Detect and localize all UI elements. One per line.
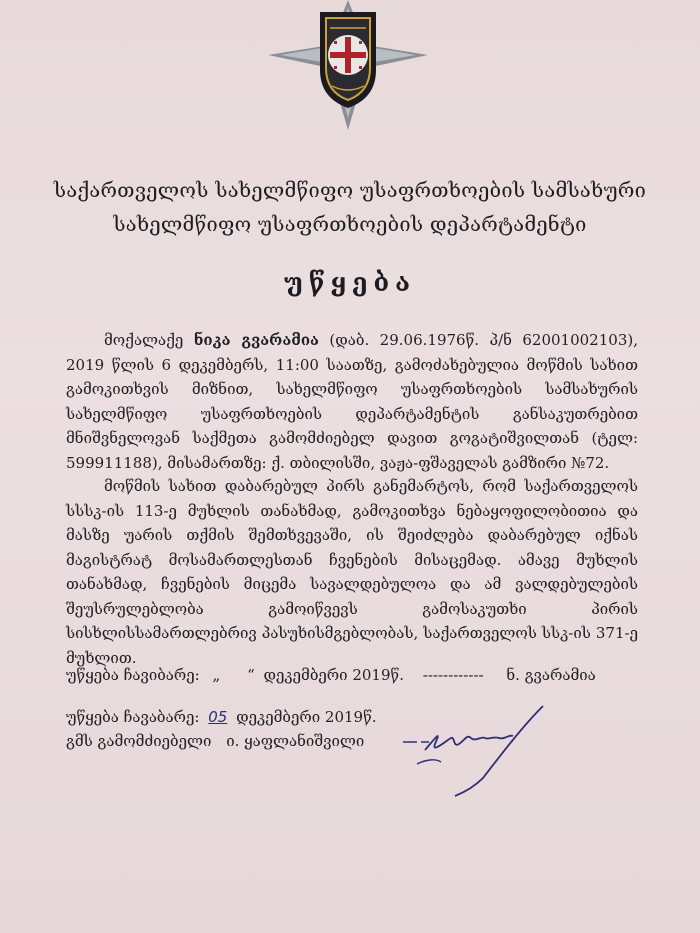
receiver-label: უწყება ჩავიბარე: — [66, 666, 200, 684]
issuer-row — [66, 708, 377, 726]
state-security-service-emblem-icon — [268, 0, 428, 130]
issuer-position-row — [66, 732, 364, 750]
receiver-dashes: ------------ — [422, 666, 484, 684]
explanation-paragraph: მოწმის სახით დაბარებულ პირს განემარტოს, რომ საქართველოს სსსკ-ის 113-ე მუხლის თანახმად, გამოკითხვა ნებაყოფილობითია და მასზე უარის თქმის შემთხვევაში, ის შეიძლება დაბარებულ იქნას მაგისტრატ მოსამართლესთან ჩვენების მისაცემად. ამავე მუხლის თანახმად, ჩვენების მიცემა სავალდებულოა და ამ ვალდებულების შეუსრულებლობა გამოიწვევს გამოსაკუთხი პირის სისხლისსამართლებრივ პასუხისმგებლობას, საქართველოს სსკ-ის 371-ე მუხლით. — [66, 477, 638, 667]
quote-open: „ — [212, 666, 221, 684]
issuer-label: უწყება ჩავაბარე: — [66, 708, 200, 726]
summoned-person-name: ნიკა გვარამია — [193, 331, 319, 349]
paragraph-text-after: (დაბ. 29.06.1976წ. პ/ნ 62001002103), 2019 წლის 6 დეკემბერს, 11:00 საათზე, გამოძახებულია მოწმის სახით გამოკითხვის მიზნით, სახელმწიფო უსაფრთხოების სამსახურის სახელმწიფო უსაფრთხოების დეპარტამენტის განსაკუთრებით მნიშვნელოვან საქმეთა გამომძიებელ დავით გოგატიშვილთან (ტელ: 599911188), მისამართზე: ქ. თბილისში, ვაჟა-ფშაველას გამზირი №72. — [66, 331, 638, 472]
agency-name: საქართველოს სახელმწიფო უსაფრთხოების სამსახური — [53, 178, 647, 202]
issuer-handwritten-day: 05 — [208, 708, 228, 726]
paragraph-text-before: მოქალაქე — [104, 331, 194, 349]
handwritten-signature — [395, 700, 555, 800]
receiver-name: ნ. გვარამია — [506, 666, 596, 684]
issuer-name: ი. ყაფლანიშვილი — [226, 732, 365, 750]
summons-paragraph — [66, 328, 638, 475]
receiver-row — [66, 666, 596, 684]
receiver-date: დეკემბერი 2019წ. — [263, 666, 404, 684]
department-name: სახელმწიფო უსაფრთხოების დეპარტამენტი — [113, 212, 587, 236]
issuer-date: დეკემბერი 2019წ. — [236, 708, 377, 726]
issuer-position: გმს გამომძიებელი — [66, 732, 212, 750]
document-title: უწყება — [284, 268, 416, 297]
quote-close: “ — [247, 666, 255, 684]
